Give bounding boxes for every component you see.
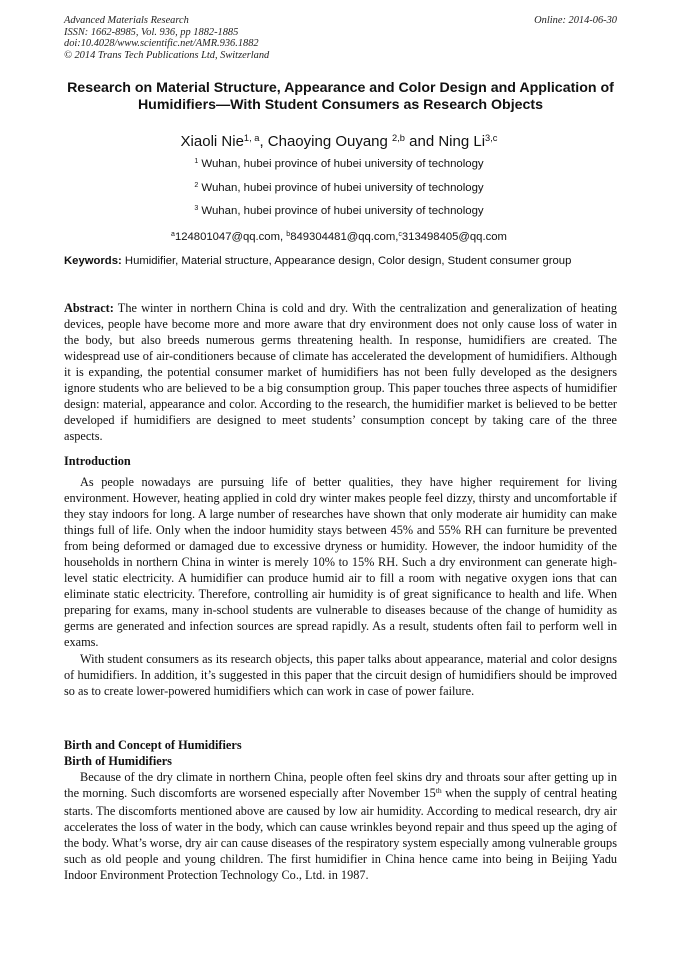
abstract-label: Abstract: — [64, 301, 114, 315]
affiliation-line — [0, 157, 678, 173]
affiliation-line — [0, 204, 678, 220]
birth-body — [64, 769, 617, 883]
author-affiliation-mark: 3,c — [485, 132, 498, 143]
email-mark: a — [171, 231, 175, 239]
paragraph-text: Because of the dry climate in northern China, people often feel skins dry and throats sour after getting up in the morning. Such discomforts are worsened especially after November 15 — [64, 770, 617, 801]
section-heading-birth-concept: Birth and Concept of Humidifiers — [64, 738, 242, 752]
paragraph: With student consumers as its research objects, this paper talks about appearance, material and color designs of humidifiers. In addition, it’s suggested in this paper that the circuit design of humidifiers should be improved so as to create lower-powered humidifiers which can work in case of power failure. — [64, 651, 617, 698]
paragraph: As people nowadays are pursuing life of better qualities, they have higher requirement for living environment. However, heating applied in cold dry winter makes people feel dizzy, thirsty and uncomfortable if they stay indoors for long. A large number of researches have shown that only moderate air humidity can make things full of life. Only when the indoor humidity stays between 45% and 55% RH can furniture be prevented from being deformed or damaged due to excessive dryness or humidity. However, the indoor humidity of the households in northern China in winter is merely 10% to 15% RH. Such a dry environment can generate high-level static electricity. A humidifier can produce humid air to fill a room with negative oxygen ions that can eliminate static electricity. Therefore, controlling air humidity is of great significance to health and life. When preparing for exams, many in-school students are vulnerable to diseases because of the change of humidity as germs are generated and infection sources are spread rapidly. As a result, students often fail to perform well in exams. — [64, 475, 617, 650]
online-date: Online: 2014-06-30 — [534, 15, 617, 26]
affiliation-number: 1 — [194, 158, 199, 166]
abstract — [64, 300, 617, 444]
affiliation-text: Wuhan, hubei province of hubei university of technology — [198, 205, 484, 217]
author-name: Xiaoli Nie — [180, 133, 244, 150]
abstract-text: The winter in northern China is cold and dry. With the centralization and generalization of heating devices, people have become more and more aware that dry environment does not only cause loss of water in the body, but also breeds numerous germs threatening health. In response, humidifiers are created. The widespread use of air-conditioners because of climate has accelerated the development of humidifiers. Although it is expanding, the potential consumer market of humidifiers has not been fully developed as the designers ignore students who are believed to be a big consumption group. This paper touches three aspects of humidifier design: material, appearance and color. According to the research, the humidifier market is believed to be better developed if humidifiers are designed to meet students’ consumption concept by taking care of the three aspects. — [64, 301, 617, 444]
ordinal-suffix: th — [435, 785, 442, 795]
journal-name: Advanced Materials Research — [64, 15, 189, 26]
paragraph — [64, 769, 617, 883]
author-line — [0, 133, 678, 152]
author-affiliation-mark: 2,b — [392, 132, 405, 143]
keywords-label: Keywords: — [64, 255, 122, 267]
author-affiliation-mark: 1, a — [243, 132, 260, 143]
affiliation-line — [0, 181, 678, 197]
subsection-heading-birth: Birth of Humidifiers — [64, 754, 172, 768]
section-heading-introduction: Introduction — [64, 454, 131, 468]
introduction-body — [64, 474, 617, 699]
affiliation-text: Wuhan, hubei province of hubei university of technology — [198, 182, 484, 194]
author-separator: and — [404, 133, 439, 150]
affiliation-number: 2 — [194, 182, 199, 190]
email-address: 313498405@qq.com — [401, 231, 507, 243]
email-address: 849304481@qq.com, — [290, 231, 399, 243]
affiliation-number: 3 — [194, 205, 199, 213]
copyright-line: © 2014 Trans Tech Publications Ltd, Switzerland — [64, 49, 270, 61]
issn-line: ISSN: 1662-8985, Vol. 936, pp 1882-1885 — [64, 26, 239, 38]
keywords — [64, 254, 617, 269]
author-name: Chaoying Ouyang — [267, 133, 393, 150]
email-address: 124801047@qq.com, — [174, 231, 287, 243]
journal-header — [64, 15, 617, 61]
paragraph-text: when the supply of central heating starts. The discomforts mentioned above are caused by low air humidity. According to medical research, dry air accelerates the loss of water in the body, which can cause wrinkles beyond repair and thus speed up the aging of the body. What’s worse, dry air can cause diseases of the respiratory system especially among vulnerable groups such as old people and young children. The first humidifier in China hence came into being in Beijing Yadu Indoor Environment Protection Technology Co., Ltd. in 1987. — [64, 786, 617, 883]
email-mark: b — [286, 231, 291, 239]
doi-line: doi:10.4028/www.scientific.net/AMR.936.1882 — [64, 38, 259, 50]
affiliation-text: Wuhan, hubei province of hubei university of technology — [198, 158, 484, 170]
author-separator: , — [259, 133, 268, 150]
email-mark: c — [398, 231, 402, 239]
paper-title: Research on Material Structure, Appearance and Color Design and Application of Humidifiers—With Student Consumers as Research Objects — [67, 80, 614, 113]
email-line — [0, 230, 678, 246]
keywords-text: Humidifier, Material structure, Appearance design, Color design, Student consumer group — [121, 255, 572, 267]
author-name: Ning Li — [438, 133, 486, 150]
